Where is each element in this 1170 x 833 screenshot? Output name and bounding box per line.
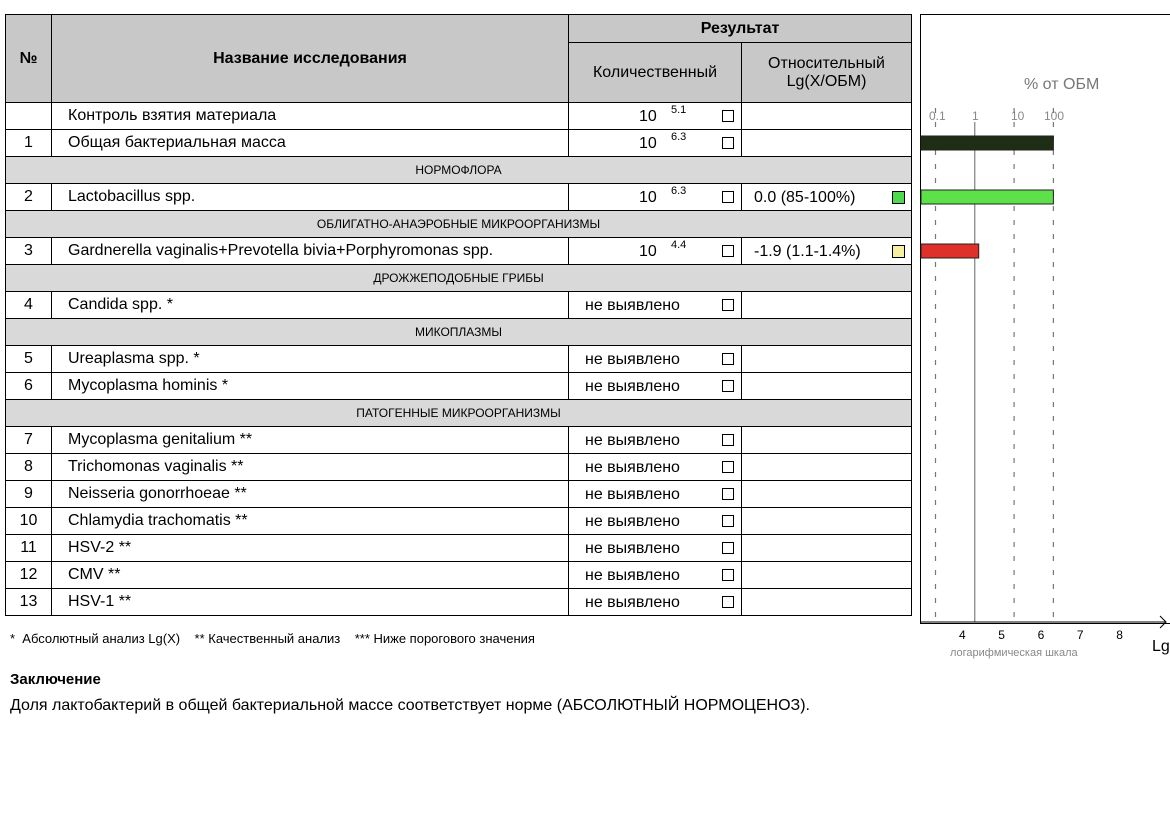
result-checkbox[interactable] (722, 110, 734, 122)
quantity-base: 10 (639, 189, 657, 206)
axis-tick-label: 6 (1037, 628, 1045, 642)
row-number: 10 (6, 508, 52, 535)
not-detected-text: не выявлено (585, 351, 680, 368)
table-row (6, 508, 912, 535)
chart-panel (920, 14, 1170, 624)
relative-cell (742, 535, 912, 562)
not-detected-text: не выявлено (585, 459, 680, 476)
quantitative-cell (569, 535, 742, 562)
results-table (5, 14, 912, 616)
test-name: Gardnerella vaginalis+Prevotella bivia+Porphyromonas spp. (52, 238, 569, 265)
table-row (6, 130, 912, 157)
quantitative-cell (569, 508, 742, 535)
result-checkbox[interactable] (722, 299, 734, 311)
axis-tick-label: 5 (998, 628, 1005, 642)
percent-of-total-label: % от ОБМ (1024, 76, 1100, 93)
col-result-header: Результат (569, 15, 912, 43)
quantitative-cell (569, 292, 742, 319)
axis-tick-label: 7 (1076, 628, 1084, 642)
result-checkbox[interactable] (722, 380, 734, 392)
row-number: 12 (6, 562, 52, 589)
not-detected-text: не выявлено (585, 540, 680, 557)
col-quantitative-header: Количественный (569, 43, 742, 103)
result-checkbox[interactable] (722, 515, 734, 527)
footnote: * Абсолютный анализ Lg(X) ** Качественный анализ *** Ниже порогового значения (10, 631, 535, 646)
relative-cell (742, 427, 912, 454)
row-number (6, 103, 52, 130)
table-row (6, 562, 912, 589)
test-name: HSV-1 ** (52, 589, 569, 616)
table-row (6, 346, 912, 373)
result-checkbox[interactable] (722, 461, 734, 473)
quantity-exponent: 6.3 (671, 185, 687, 197)
not-detected-text: не выявлено (585, 432, 680, 449)
col-number-header: № (6, 15, 52, 103)
test-name: Candida spp. * (52, 292, 569, 319)
quantity-base: 10 (639, 243, 657, 260)
col-relative-header: Относительный Lg(X/ОБМ) (742, 43, 912, 103)
relative-value: 0.0 (85-100%) (754, 189, 856, 206)
conclusion-heading: Заключение (10, 671, 101, 688)
relative-cell (742, 292, 912, 319)
test-name: Контроль взятия материала (52, 103, 569, 130)
test-name: Chlamydia trachomatis ** (52, 508, 569, 535)
quantity-exponent: 4.4 (671, 239, 687, 251)
relative-cell (742, 346, 912, 373)
row-number: 6 (6, 373, 52, 400)
relative-cell (742, 454, 912, 481)
section-row (6, 265, 912, 292)
not-detected-text: не выявлено (585, 594, 680, 611)
row-number: 13 (6, 589, 52, 616)
result-checkbox[interactable] (722, 488, 734, 500)
quantitative-cell (569, 562, 742, 589)
test-name: Mycoplasma hominis * (52, 373, 569, 400)
quantity-exponent: 5.1 (671, 104, 687, 116)
section-label: ПАТОГЕННЫЕ МИКРООРГАНИЗМЫ (6, 400, 912, 427)
table-row (6, 292, 912, 319)
section-label: МИКОПЛАЗМЫ (6, 319, 912, 346)
relative-cell (742, 373, 912, 400)
quantitative-cell (569, 373, 742, 400)
result-checkbox[interactable] (722, 245, 734, 257)
result-checkbox[interactable] (722, 191, 734, 203)
quantitative-cell (569, 481, 742, 508)
quantitative-cell (569, 454, 742, 481)
not-detected-text: не выявлено (585, 378, 680, 395)
percent-tick-label: 0.1 (929, 109, 946, 123)
test-name: HSV-2 ** (52, 535, 569, 562)
result-checkbox[interactable] (722, 434, 734, 446)
table-row (6, 589, 912, 616)
table-row (6, 481, 912, 508)
row-number: 5 (6, 346, 52, 373)
table-row (6, 535, 912, 562)
row-number: 2 (6, 184, 52, 211)
quantity-base: 10 (639, 135, 657, 152)
relative-value: -1.9 (1.1-1.4%) (754, 243, 861, 260)
quantitative-cell (569, 346, 742, 373)
status-indicator (892, 245, 905, 258)
table-row (6, 454, 912, 481)
quantitative-cell (569, 130, 742, 157)
test-name: CMV ** (52, 562, 569, 589)
table-row (6, 427, 912, 454)
section-row (6, 211, 912, 238)
test-name: Общая бактериальная масса (52, 130, 569, 157)
result-checkbox[interactable] (722, 569, 734, 581)
status-indicator (892, 191, 905, 204)
table-row (6, 103, 912, 130)
col-name-header: Название исследования (52, 15, 569, 103)
relative-cell (742, 103, 912, 130)
quantitative-cell (569, 184, 742, 211)
test-name: Neisseria gonorrhoeae ** (52, 481, 569, 508)
quantitative-cell (569, 103, 742, 130)
quantitative-cell (569, 589, 742, 616)
row-number: 3 (6, 238, 52, 265)
relative-cell (742, 238, 912, 265)
row-number: 7 (6, 427, 52, 454)
table-row (6, 184, 912, 211)
section-label: ДРОЖЖЕПОДОБНЫЕ ГРИБЫ (6, 265, 912, 292)
row-number: 4 (6, 292, 52, 319)
not-detected-text: не выявлено (585, 486, 680, 503)
row-number: 1 (6, 130, 52, 157)
axis-unit-label: Lg (1152, 638, 1170, 655)
section-label: ОБЛИГАТНО-АНАЭРОБНЫЕ МИКРООРГАНИЗМЫ (6, 211, 912, 238)
row-number: 9 (6, 481, 52, 508)
relative-cell (742, 589, 912, 616)
relative-cell (742, 508, 912, 535)
row-number: 11 (6, 535, 52, 562)
section-label: НОРМОФЛОРА (6, 157, 912, 184)
results-body (6, 103, 912, 616)
test-name: Lactobacillus spp. (52, 184, 569, 211)
axis-title: логарифмическая шкала (950, 647, 1078, 659)
axis-tick-label: 4 (959, 628, 966, 642)
table-row (6, 238, 912, 265)
axis-tick-label: 8 (1116, 628, 1123, 642)
not-detected-text: не выявлено (585, 297, 680, 314)
conclusion-text: Доля лактобактерий в общей бактериальной массе соответствует норме (АБСОЛЮТНЫЙ НОРМОЦЕНОЗ). (10, 697, 810, 714)
row-number: 8 (6, 454, 52, 481)
result-checkbox[interactable] (722, 353, 734, 365)
not-detected-text: не выявлено (585, 513, 680, 530)
section-row (6, 157, 912, 184)
quantitative-cell (569, 238, 742, 265)
percent-tick-label: 1 (972, 109, 979, 123)
result-checkbox[interactable] (722, 542, 734, 554)
quantitative-cell (569, 427, 742, 454)
result-checkbox[interactable] (722, 137, 734, 149)
test-name: Mycoplasma genitalium ** (52, 427, 569, 454)
relative-cell (742, 130, 912, 157)
section-row (6, 319, 912, 346)
result-checkbox[interactable] (722, 596, 734, 608)
not-detected-text: не выявлено (585, 567, 680, 584)
percent-tick-label: 10 (1011, 109, 1025, 123)
relative-cell (742, 184, 912, 211)
quantity-base: 10 (639, 108, 657, 125)
relative-cell (742, 481, 912, 508)
table-row (6, 373, 912, 400)
relative-cell (742, 562, 912, 589)
percent-tick-label: 100 (1044, 109, 1065, 123)
section-row (6, 400, 912, 427)
quantity-exponent: 6.3 (671, 131, 687, 143)
test-name: Trichomonas vaginalis ** (52, 454, 569, 481)
test-name: Ureaplasma spp. * (52, 346, 569, 373)
